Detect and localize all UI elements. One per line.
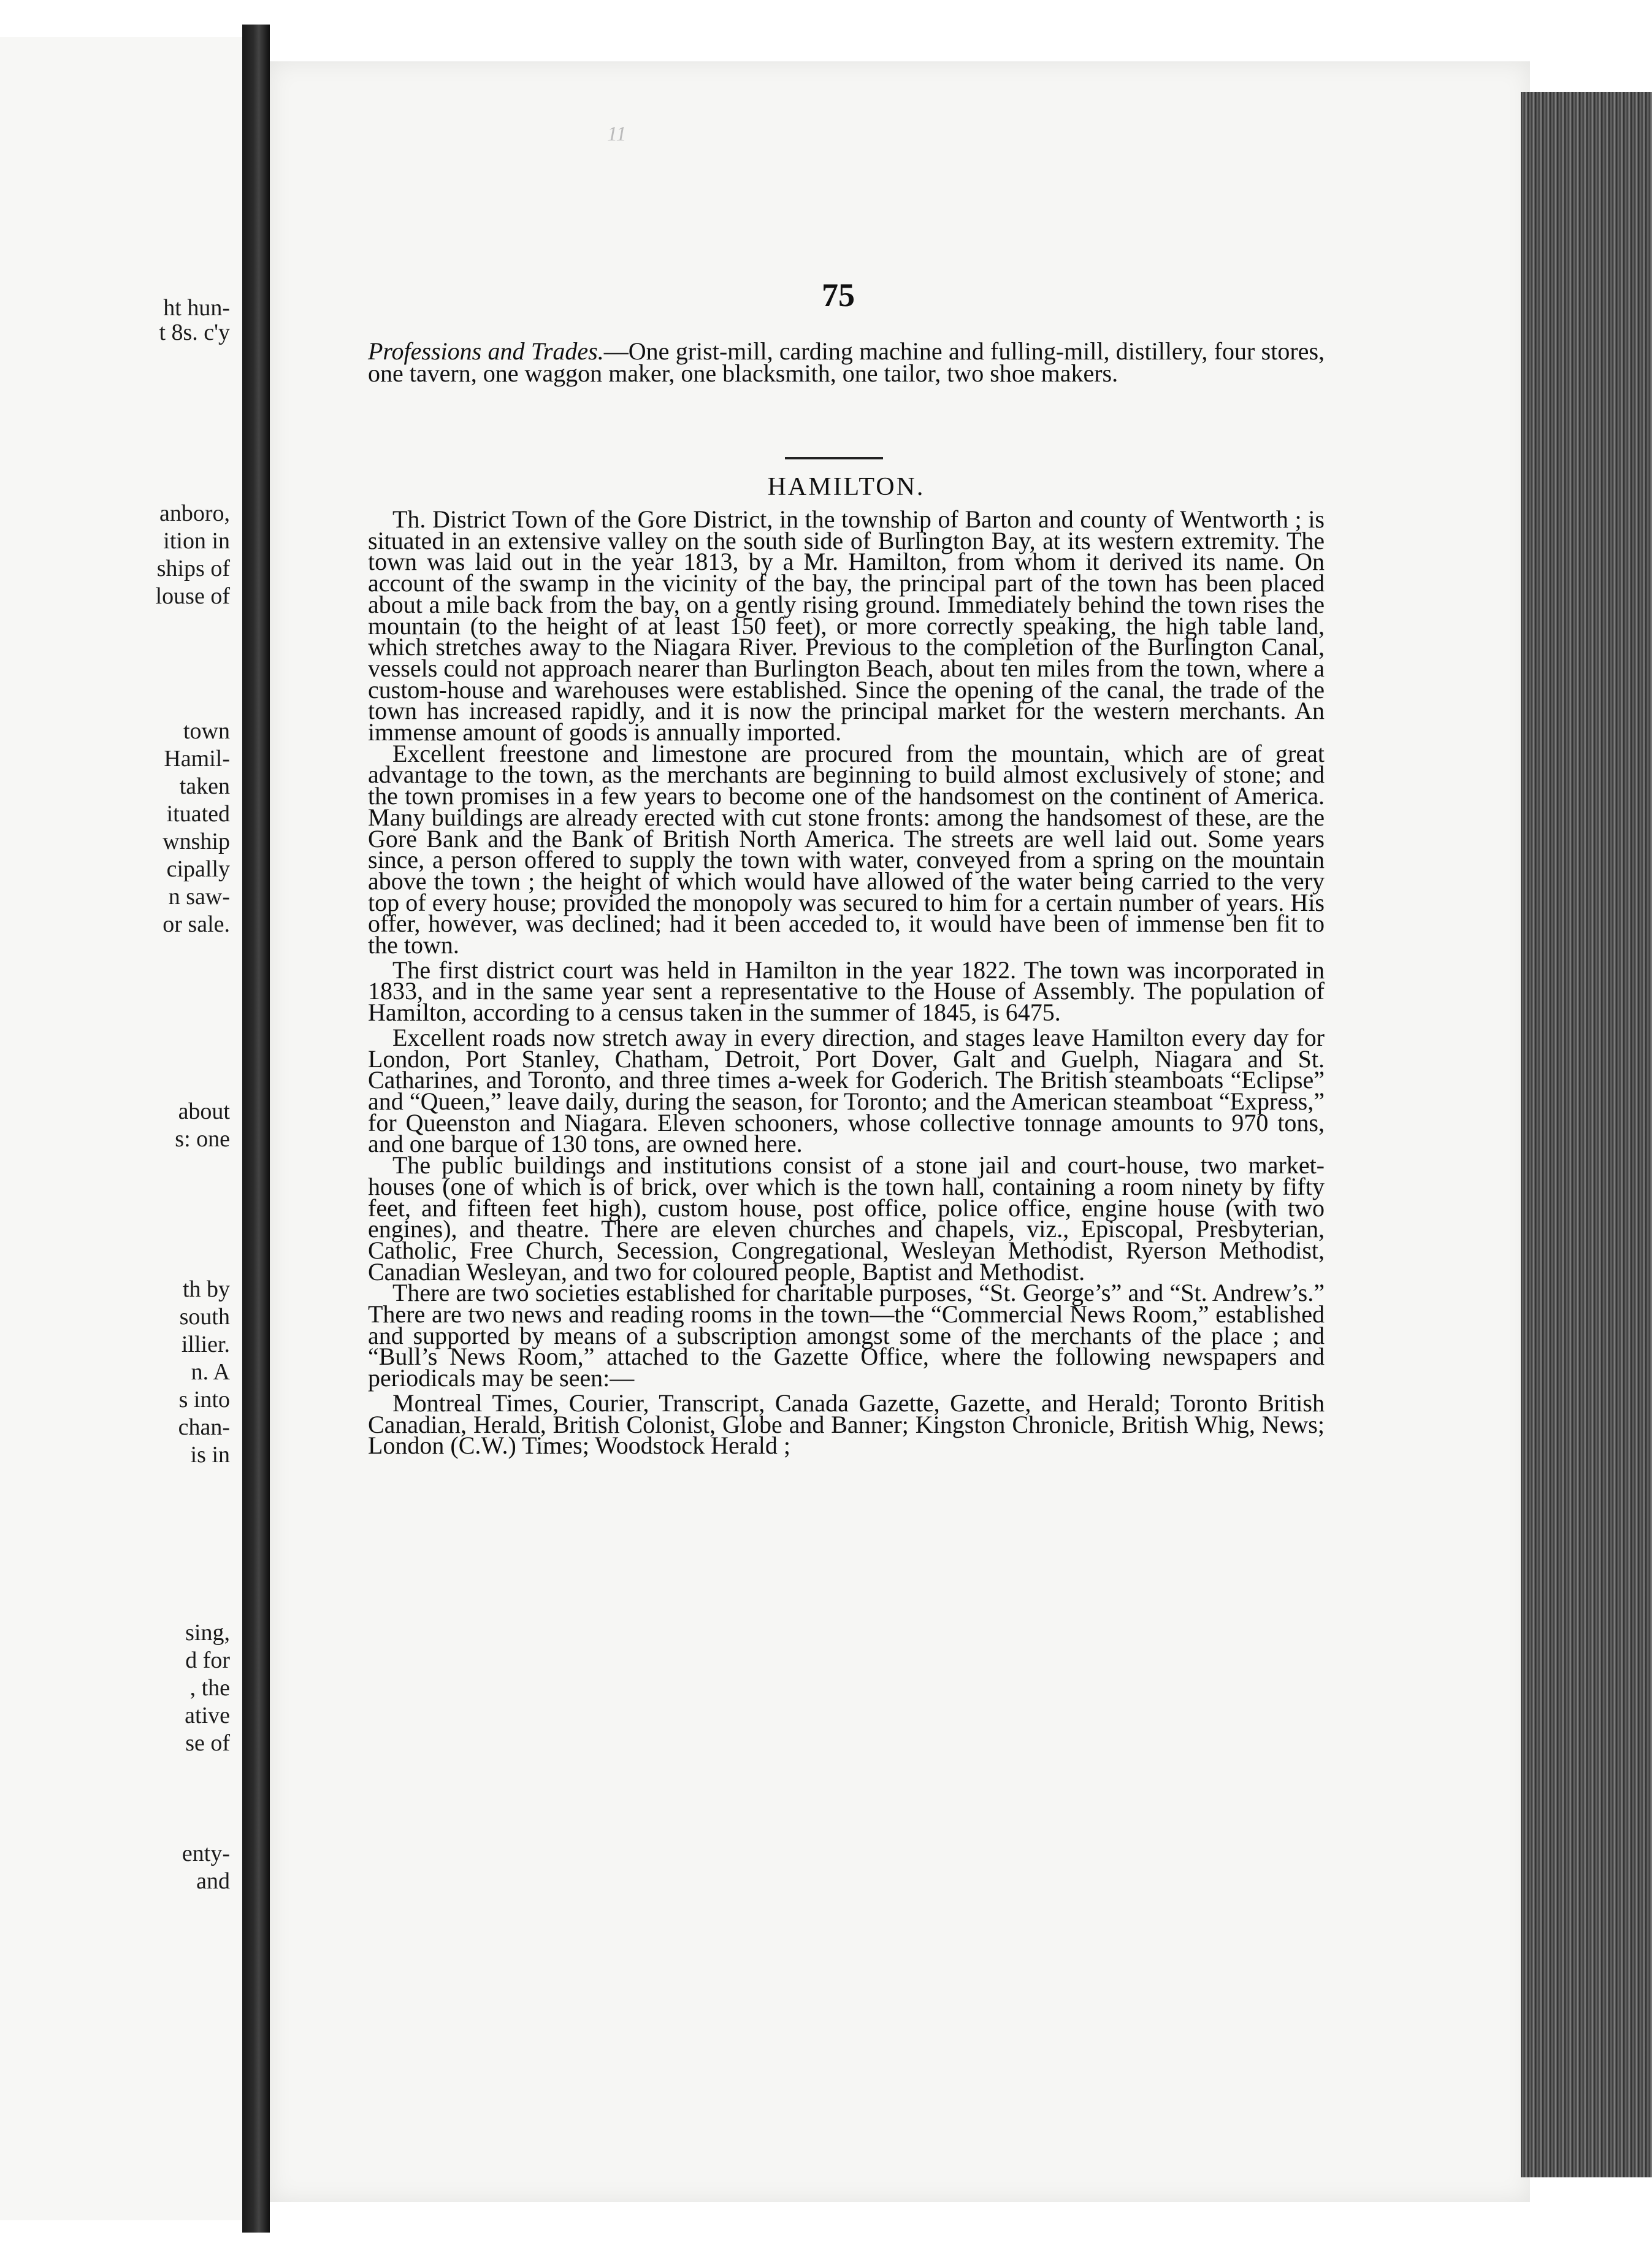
left-page-fragment: ative	[185, 1703, 230, 1728]
left-page-fragment: enty-	[182, 1841, 230, 1866]
left-page-fragment: ships of	[156, 556, 230, 581]
left-page-fragment: n saw-	[168, 884, 230, 910]
left-page-fragment: n. A	[191, 1359, 230, 1385]
left-page-fragment: is in	[190, 1442, 230, 1468]
left-page-fragment: se of	[185, 1730, 230, 1756]
left-page-fragment: taken	[179, 773, 230, 799]
section-title: HAMILTON.	[767, 473, 925, 501]
left-page-fragment: anboro,	[159, 500, 230, 526]
left-page-fragment: s into	[178, 1387, 230, 1413]
body-paragraphs	[368, 505, 1325, 1460]
professions-text: —One grist-mill, carding machine and fulling-mill, distillery, four stores, one tavern, one waggon maker, one blacksmith, one tailor, two shoe makers.	[368, 337, 1325, 387]
professions-heading: Professions and Trades.	[368, 337, 604, 365]
left-page-fragment: south	[179, 1304, 230, 1330]
paragraph: The public buildings and institutions consist of a stone jail and court-house, two market-houses (one of which is of brick, over which is the town hall, containing a room ninety by fifty feet, and fifteen feet high), custom house, post office, police office, engine house (with two engines), and theatre. There are eleven churches and chapels, viz., Episcopal, Presbyterian, Catholic, Free Church, Secession, Congregational, Wesleyan Methodist, Ryerson Methodist, Canadian Wesleyan, and two for coloured people, Baptist and Methodist.	[368, 1151, 1325, 1286]
paragraph: The first district court was held in Hamilton in the year 1822. The town was incorporated in 1833, and in the same year sent a representative to the House of Assembly. The population of Hamilton, according to a census taken in the summer of 1845, is 6475.	[368, 956, 1325, 1027]
left-page-fragment: d for	[185, 1647, 230, 1673]
left-page-fragment: about	[178, 1098, 230, 1124]
left-facing-page	[0, 37, 243, 2220]
left-page-fragment: , the	[189, 1675, 230, 1701]
paragraph: Excellent roads now stretch away in every direction, and stages leave Hamilton every day for London, Port Stanley, Chatham, Detroit, Port Dover, Galt and Guelph, Niagara and St. Catharines, and Toronto, and three times a-week for Goderich. The British steamboats “Eclipse” and “Queen,” leave daily, during the season, for Toronto; and the American steamboat “Express,” for Queenston and Niagara. Eleven schooners, whose collective tonnage amounts to 970 tons, and one barque of 130 tons, are owned here.	[368, 1023, 1325, 1158]
left-page-fragment: and	[196, 1868, 230, 1894]
section-divider	[785, 457, 883, 459]
paragraph: Montreal Times, Courier, Transcript, Canada Gazette, Gazette, and Herald; Toronto British Canadian, Herald, British Colonist, Globe and Banner; Kingston Chronicle, British Whig, News; London (C.W.) Times; Woodstock Herald ;	[368, 1389, 1325, 1460]
left-page-fragment: th by	[182, 1276, 230, 1302]
left-page-fragment: illier.	[181, 1332, 230, 1357]
left-page-fragment: town	[183, 718, 230, 744]
left-page-fragment: cipally	[166, 856, 230, 882]
paragraph: There are two societies established for charitable purposes, “St. George’s” and “St. Andrew’s.” There are two news and reading rooms in the town—the “Commercial News Room,” established and supported by means of a subscription amongst some of the merchants of the place ; and “Bull’s News Room,” attached to the Gazette Office, where the following newspapers and periodicals may be seen:—	[368, 1279, 1325, 1392]
left-page-fragment: t 8s. c'y	[159, 320, 230, 345]
left-page-fragment: wnship	[163, 829, 230, 854]
left-page-fragment: or sale.	[163, 911, 230, 937]
book-gutter	[242, 25, 270, 2233]
left-page-fragment: sing,	[185, 1620, 230, 1646]
book-fore-edge	[1521, 92, 1652, 2177]
pencil-mark: 11	[607, 123, 627, 145]
left-page-fragment: s: one	[175, 1126, 230, 1152]
left-page-fragment: louse of	[155, 583, 230, 609]
paragraph: Th. District Town of the Gore District, in the township of Barton and county of Wentworth ; is situated in an extensive valley on the south side of Burlington Bay, at its western extremity. The town was laid out in the year 1813, by a Mr. Hamilton, from whom it derived its name. On account of the swamp in the vicinity of the bay, the principal part of the town has been placed about a mile back from the bay, on a gently rising ground. Immediately behind the town rises the mountain (to the height of at least 150 feet), or more correctly speaking, the high table land, which stretches away to the Niagara River. Previous to the completion of the Burlington Canal, vessels could not approach nearer than Burlington Beach, about ten miles from the town, where a custom-house and warehouses were established. Since the opening of the canal, the trade of the town has increased rapidly, and it is now the principal market for the western merchants. An immense amount of goods is annually imported.	[368, 505, 1325, 746]
left-page-fragment: ition in	[163, 528, 230, 554]
paragraph: Excellent freestone and limestone are procured from the mountain, which are of great advantage to the town, as the merchants are beginning to build almost exclusively of stone; and the town promises in a few years to become one of the handsomest on the continent of America. Many buildings are already erected with cut stone fronts: among the handsomest of these, are the Gore Bank and the Bank of British North America. The streets are well laid out. Some years since, a person offered to supply the town with water, conveyed from a spring on the mountain above the town ; the height of which would have allowed of the water being carried to the very top of every house; provided the monopoly was secured to him for a certain number of years. His offer, however, was declined; had it been acceded to, it would have been of immense ben fit to the town.	[368, 739, 1325, 959]
professions-section	[368, 337, 1325, 387]
left-page-fragment: ituated	[166, 801, 230, 827]
main-text-block	[368, 270, 1325, 385]
left-page-fragment: ht hun-	[163, 295, 230, 321]
left-page-fragment: Hamil-	[164, 746, 230, 772]
page-number: 75	[822, 277, 855, 313]
left-page-fragment: chan-	[178, 1414, 230, 1440]
